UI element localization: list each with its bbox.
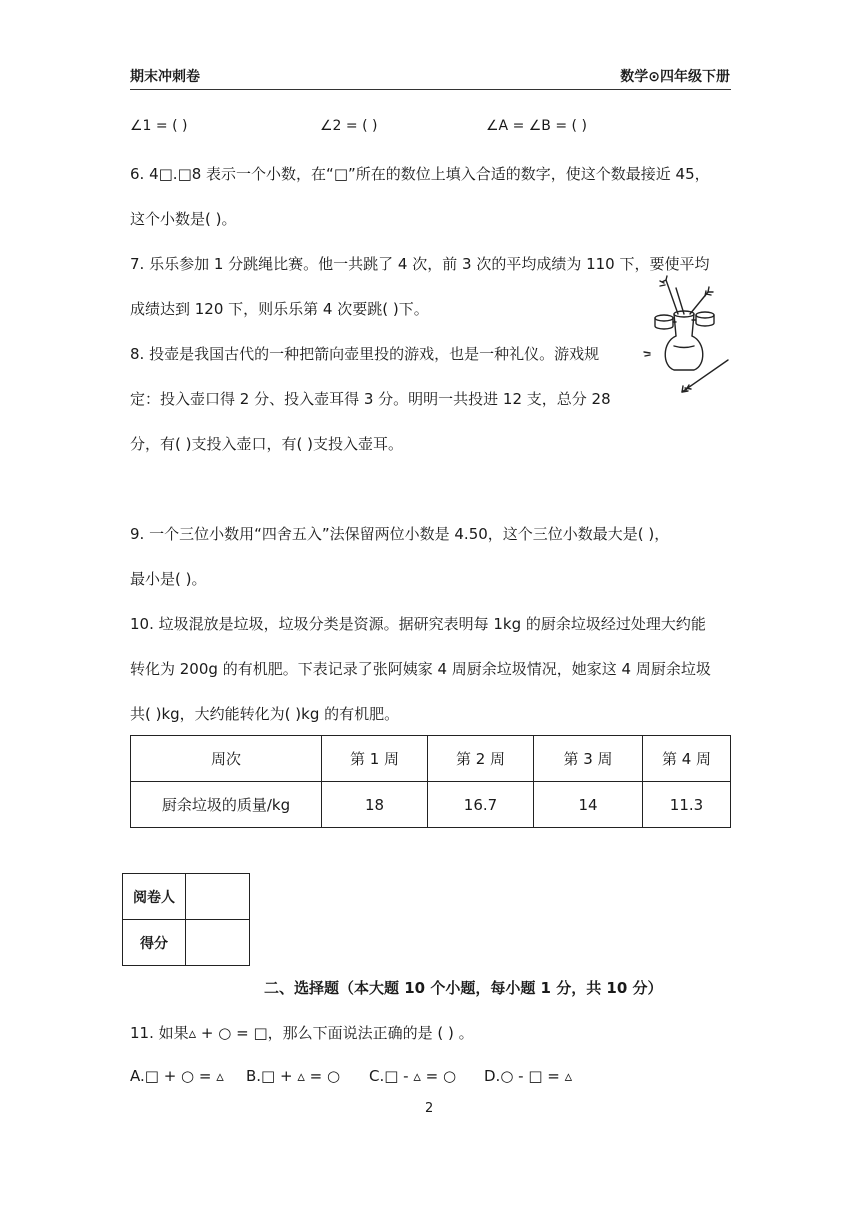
table-cell: 14: [534, 782, 643, 828]
q8-line2: 定：投入壶口得 2 分、投入壶耳得 3 分。明明一共投进 12 支，总分 28: [130, 390, 611, 408]
kitchen-waste-table: [130, 735, 731, 828]
q11-option-c: C.□ - ▵ = ○: [369, 1067, 457, 1085]
table-cell: 11.3: [643, 782, 731, 828]
q7-line2: 成绩达到 120 下，则乐乐第 4 次要跳( )下。: [130, 300, 429, 318]
q11-option-b: B.□ + ▵ = ○: [246, 1067, 341, 1085]
q9-line2: 最小是( )。: [130, 570, 207, 588]
page-number: 2: [425, 1101, 434, 1116]
q9-line1: 9. 一个三位小数用“四舍五入”法保留两位小数是 4.50，这个三位小数最大是( )，: [130, 525, 670, 543]
q6-line1: 6. 4□.□8 表示一个小数，在“□”所在的数位上填入合适的数字，使这个数最接近 45，: [130, 165, 710, 183]
reviewer-label: 阅卷人: [123, 874, 186, 920]
angle-1-blank: ∠1 = ( ): [130, 118, 188, 134]
table-header-cell: 第 3 周: [534, 736, 643, 782]
q11-option-d: D.○ - □ = ▵: [484, 1067, 573, 1085]
table-row: [131, 782, 731, 828]
q11-stem: 11. 如果▵ + ○ = □，那么下面说法正确的是 ( ) 。: [130, 1024, 474, 1042]
table-header-row: [131, 736, 731, 782]
q10-line2: 转化为 200g 的有机肥。下表记录了张阿姨家 4 周厨余垃圾情况，她家这 4 周厨余垃圾: [130, 660, 711, 678]
table-cell: 16.7: [428, 782, 534, 828]
table-cell: 18: [322, 782, 428, 828]
table-row-label: 厨余垃圾的质量/kg: [131, 782, 322, 828]
header-title: 期末冲刺卷: [130, 69, 200, 85]
reviewer-field[interactable]: [186, 874, 250, 920]
section-title: 二、选择题（本大题 10 个小题，每小题 1 分，共 10 分）: [264, 979, 663, 997]
score-label: 得分: [123, 920, 186, 966]
arrow-pot-icon: [640, 274, 732, 402]
q11-option-a: A.□ + ○ = ▵: [130, 1067, 224, 1085]
score-field[interactable]: [186, 920, 250, 966]
table-header-cell: 第 1 周: [322, 736, 428, 782]
score-box: [122, 873, 250, 966]
q8-line3: 分，有( )支投入壶口，有( )支投入壶耳。: [130, 435, 403, 453]
q10-line1: 10. 垃圾混放是垃圾，垃圾分类是资源。据研究表明每 1kg 的厨余垃圾经过处理大约能: [130, 615, 706, 633]
header-subject: 数学⊙四年级下册: [620, 69, 730, 85]
q6-line2: 这个小数是( )。: [130, 210, 237, 228]
q10-line3: 共( )kg，大约能转化为( )kg 的有机肥。: [130, 705, 400, 723]
q7-line1: 7. 乐乐参加 1 分跳绳比赛。他一共跳了 4 次，前 3 次的平均成绩为 110 下，要使平均: [130, 255, 710, 273]
table-header-cell: 第 2 周: [428, 736, 534, 782]
angle-2-blank: ∠2 = ( ): [320, 118, 378, 134]
header-divider: [130, 89, 731, 90]
table-header-cell: 周次: [131, 736, 322, 782]
q8-line1: 8. 投壶是我国古代的一种把箭向壶里投的游戏，也是一种礼仪。游戏规: [130, 345, 600, 363]
angle-a-b-blank: ∠A = ∠B = ( ): [486, 118, 587, 134]
table-header-cell: 第 4 周: [643, 736, 731, 782]
